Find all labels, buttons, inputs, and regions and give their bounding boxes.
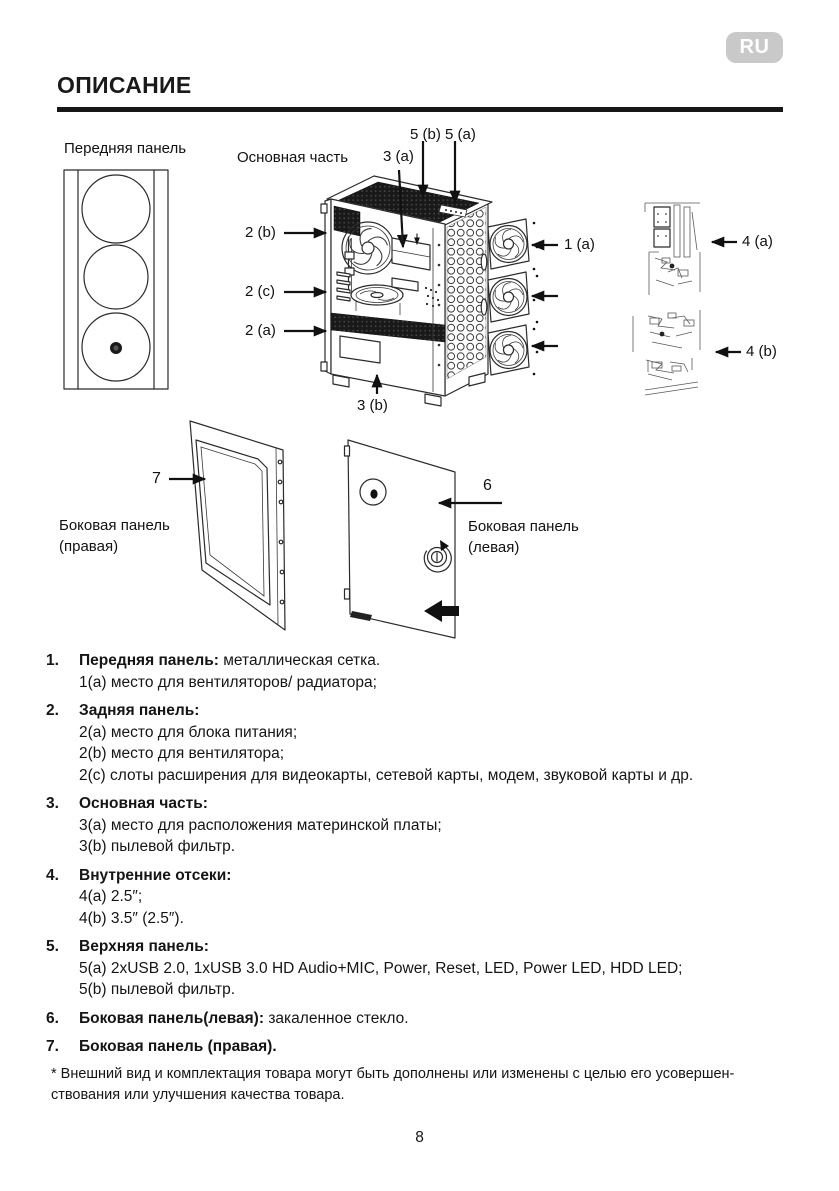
- side-panel-right-drawing: [190, 421, 285, 630]
- list-item-heading: [79, 865, 231, 887]
- heading-bold: Боковая панель(левая):: [79, 1009, 265, 1027]
- main-part-label: Основная часть: [237, 149, 349, 166]
- footnote-line-2: ствования или улучшения качества товара.: [51, 1087, 345, 1103]
- side-left-label-2: (левая): [468, 539, 520, 556]
- callout-label-3b: 3 (b): [357, 397, 388, 414]
- heading-bold: Задняя панель:: [79, 702, 200, 719]
- list-item-line: 1(a) место для вентиляторов/ радиатора;: [79, 673, 377, 691]
- list-item-heading: [79, 936, 682, 958]
- front-panel-label: Передняя панель: [64, 140, 187, 157]
- footnote: [51, 1064, 796, 1106]
- list-item-heading: [79, 1008, 409, 1030]
- list-item-line: 5(a) 2xUSB 2.0, 1xUSB 3.0 HD Audio+MIC, Power, Reset, LED, Power LED, HDD LED;: [79, 959, 683, 977]
- heading-bold: Передняя панель:: [79, 652, 219, 669]
- list-item-line: 2(b) место для вентилятора;: [79, 745, 285, 762]
- callout-label-3a: 3 (a): [383, 148, 414, 165]
- list-item-line: 2(c) слоты расширения для видеокарты, сетевой карты, модем, звуковой карты и др.: [79, 766, 694, 784]
- list-item-number: 1.: [46, 652, 59, 669]
- exploded-fans: [488, 219, 538, 375]
- callout-label-4a: 4 (a): [742, 233, 773, 250]
- side-panel-left-drawing: [345, 440, 460, 638]
- detail-4b: [633, 310, 700, 395]
- heading-bold: Основная часть:: [79, 795, 208, 812]
- list-item-number: 4.: [46, 866, 59, 884]
- language-badge: RU: [726, 32, 783, 63]
- side-left-label: Боковая панель: [468, 518, 579, 535]
- heading-bold: Внутренние отсеки:: [79, 866, 232, 884]
- list-item-line: 4(b) 3.5″ (2.5″).: [79, 909, 184, 927]
- list-item-line: 4(a) 2.5″;: [79, 888, 143, 905]
- heading-rest: закаленное стекло.: [264, 1009, 409, 1027]
- list-item-line: 5(b) пылевой фильтр.: [79, 981, 236, 998]
- list-item-heading: [79, 1036, 277, 1058]
- heading-bold: Боковая панель (правая).: [79, 1038, 277, 1055]
- list-item-number: 2.: [46, 702, 59, 719]
- callout-label-1a: 1 (a): [564, 236, 595, 253]
- list-item: [46, 793, 791, 858]
- list-item: [46, 865, 791, 930]
- callout-label-5: 5 (b) 5 (a): [410, 126, 476, 143]
- callout-label-2a: 2 (a): [245, 322, 276, 339]
- front-panel-drawing: [64, 170, 168, 389]
- callout-label-2b: 2 (b): [245, 224, 276, 241]
- callout-label-4b: 4 (b): [746, 343, 777, 360]
- list-item: [46, 1008, 791, 1030]
- description-list: [46, 650, 791, 1065]
- list-item-line: 3(a) место для расположения материнской платы;: [79, 816, 442, 834]
- callout-label-7: 7: [152, 470, 161, 487]
- list-item-line: 2(a) место для блока питания;: [79, 723, 298, 741]
- list-item-number: 5.: [46, 938, 59, 955]
- list-item-number: 3.: [46, 795, 59, 812]
- list-item: [46, 650, 791, 693]
- callout-label-2c: 2 (c): [245, 283, 275, 300]
- heading-rest: металлическая сетка.: [218, 652, 381, 669]
- case-drawing: [321, 176, 492, 406]
- brand-logo-icon: [110, 342, 122, 354]
- list-item-heading: [79, 793, 442, 815]
- list-item-heading: [79, 650, 380, 672]
- list-item-number: 7.: [46, 1038, 59, 1055]
- callout-label-6: 6: [483, 477, 492, 494]
- side-right-label-2: (правая): [59, 538, 119, 555]
- list-item-line: 3(b) пылевой фильтр.: [79, 838, 236, 855]
- page-number: 8: [415, 1129, 424, 1146]
- detail-4a: [645, 203, 700, 295]
- list-item: [46, 700, 791, 786]
- page-title: ОПИСАНИЕ: [57, 72, 192, 98]
- side-right-label: Боковая панель: [59, 517, 170, 534]
- heading-bold: Верхняя панель:: [79, 938, 209, 955]
- list-item: [46, 936, 791, 1001]
- list-item-number: 6.: [46, 1009, 59, 1027]
- list-item: [46, 1036, 791, 1058]
- footnote-line-1: * Внешний вид и комплектация товара могут быть дополнены или изменены с целью его усовершен-: [51, 1066, 735, 1082]
- list-item-heading: [79, 700, 693, 722]
